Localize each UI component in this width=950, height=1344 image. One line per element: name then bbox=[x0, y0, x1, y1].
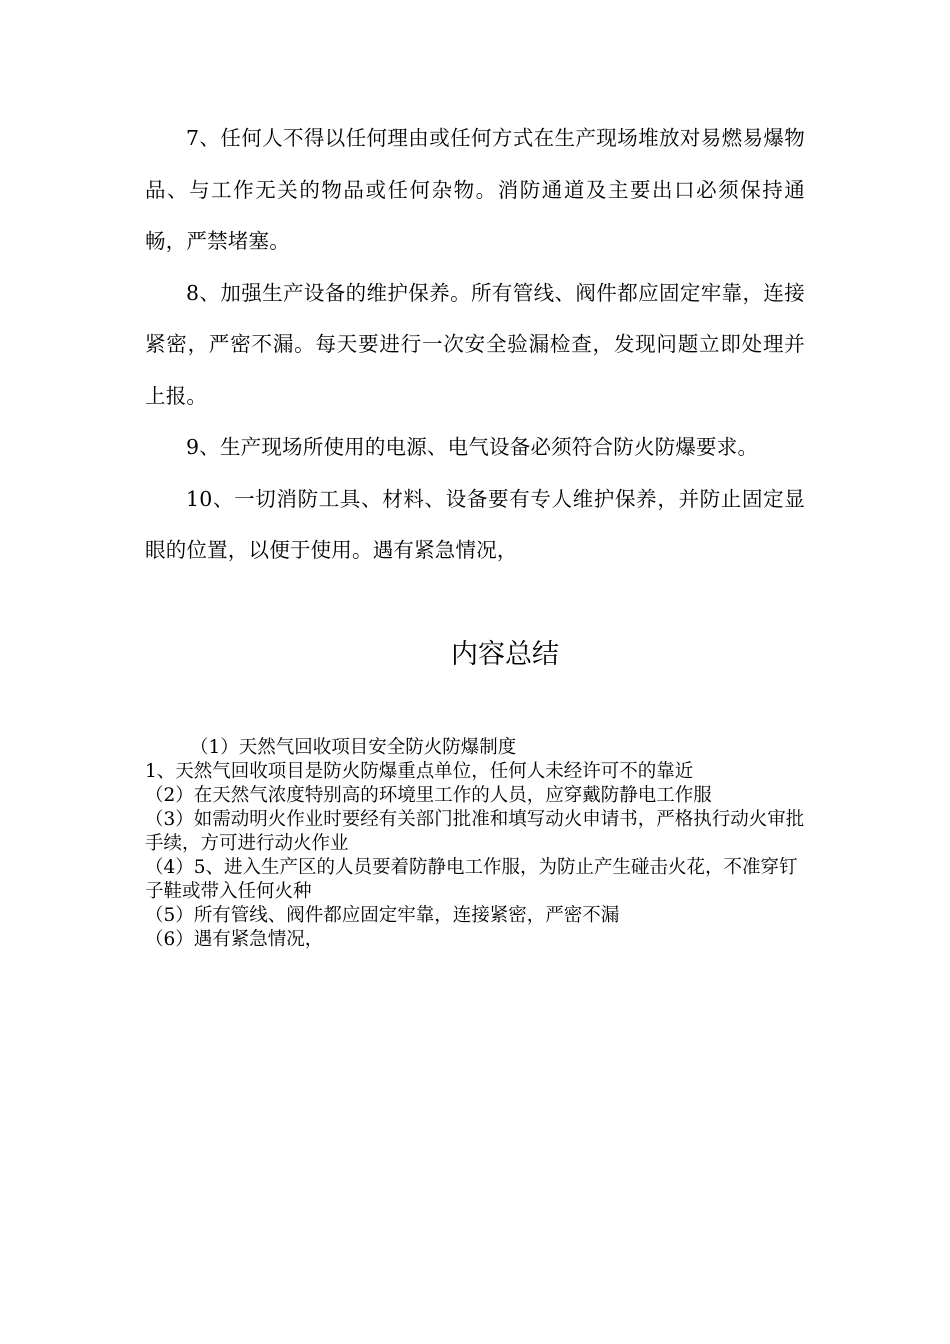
paragraph-7: 7、任何人不得以任何理由或任何方式在生产现场堆放对易燃易爆物品、与工作无关的物品或任何杂物。消防通道及主要出口必须保持通畅，严禁堵塞。 bbox=[145, 126, 805, 253]
summary-item: （2）在天然气浓度特别高的环境里工作的人员，应穿戴防静电工作服 bbox=[145, 785, 712, 806]
summary-item: （4）5、进入生产区的人员要着防静电工作服，为防止产生碰击火花，不准穿钉子鞋或带入任何火种 bbox=[145, 857, 798, 902]
paragraph-10: 10、一切消防工具、材料、设备要有专人维护保养，并防止固定显眼的位置，以便于使用。遇有紧急情况， bbox=[145, 486, 805, 562]
paragraph-8: 8、加强生产设备的维护保养。所有管线、阀件都应固定牢靠，连接紧密，严密不漏。每天要进行一次安全验漏检查，发现问题立即处理并上报。 bbox=[145, 280, 805, 408]
summary-item: 1、天然气回收项目是防火防爆重点单位，任何人未经许可不的靠近 bbox=[145, 761, 694, 782]
summary-item: （3）如需动明火作业时要经有关部门批准和填写动火申请书，严格执行动火审批手续，方可进行动火作业 bbox=[145, 809, 805, 854]
summary-item: （6）遇有紧急情况， bbox=[145, 929, 324, 950]
summary-item: （1）天然气回收项目安全防火防爆制度 bbox=[190, 737, 517, 758]
summary-item: （5）所有管线、阀件都应固定牢靠，连接紧密，严密不漏 bbox=[145, 905, 620, 926]
summary-list bbox=[145, 736, 805, 952]
summary-title: 内容总结 bbox=[451, 639, 559, 670]
body-text bbox=[145, 113, 805, 577]
paragraph-9: 9、生产现场所使用的电源、电气设备必须符合防火防爆要求。 bbox=[186, 435, 759, 459]
